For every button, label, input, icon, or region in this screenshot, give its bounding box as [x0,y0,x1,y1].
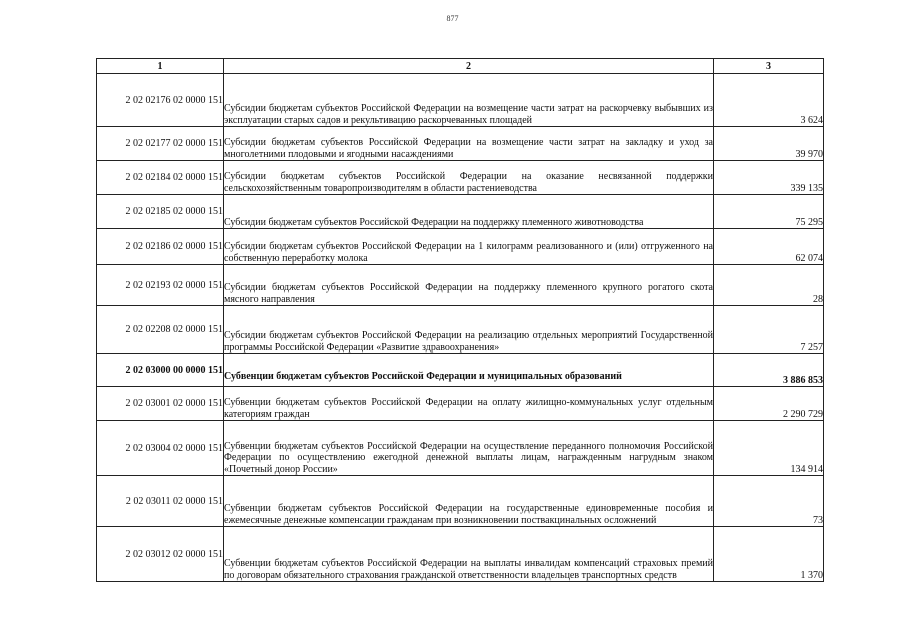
column-header-code: 1 [97,59,224,74]
row-amount: 3 624 [714,74,824,127]
column-header-amount: 3 [714,59,824,74]
table-row [97,306,824,354]
row-description: Субсидии бюджетам субъектов Российской Федерации на поддержку племенного крупного рогатого скота мясного направления [224,265,714,306]
row-amount: 28 [714,265,824,306]
table-row [97,161,824,195]
row-description: Субсидии бюджетам субъектов Российской Федерации на поддержку племенного животноводства [224,195,714,229]
table-row [97,421,824,476]
row-code: 2 02 03001 02 0000 151 [97,387,224,421]
row-description: Субсидии бюджетам субъектов Российской Федерации на возмещение части затрат на раскорчевку выбывших из эксплуатации старых садов и рекультивацию раскорчеванных площадей [224,74,714,127]
row-code: 2 02 02185 02 0000 151 [97,195,224,229]
row-code: 2 02 03000 00 0000 151 [97,354,224,387]
table-row-total [97,354,824,387]
row-amount: 1 370 [714,527,824,582]
row-description: Субсидии бюджетам субъектов Российской Федерации на возмещение части затрат на закладку и уход за многолетними плодовыми и ягодными насаждениями [224,127,714,161]
row-description: Субсидии бюджетам субъектов Российской Федерации на оказание несвязанной поддержки сельскохозяйственным товаропроизводителям в области растениеводства [224,161,714,195]
table-row [97,527,824,582]
row-code: 2 02 02186 02 0000 151 [97,229,224,265]
column-header-description: 2 [224,59,714,74]
row-code: 2 02 02193 02 0000 151 [97,265,224,306]
row-amount: 2 290 729 [714,387,824,421]
row-amount: 39 970 [714,127,824,161]
row-code: 2 02 02184 02 0000 151 [97,161,224,195]
row-description: Субвенции бюджетам субъектов Российской Федерации на осуществление переданного полномочия Российской Федерации по осуществлению ежегодной денежной выплаты лицам, награжденным нагрудным знаком «Почетный донор России» [224,421,714,476]
row-code: 2 02 02176 02 0000 151 [97,74,224,127]
row-amount: 62 074 [714,229,824,265]
row-code: 2 02 03004 02 0000 151 [97,421,224,476]
table-row [97,229,824,265]
row-description: Субвенции бюджетам субъектов Российской Федерации на выплаты инвалидам компенсаций страховых премий по договорам обязательного страхования гражданской ответственности владельцев транспортных средств [224,527,714,582]
row-amount: 3 886 853 [714,354,824,387]
row-amount: 134 914 [714,421,824,476]
row-code: 2 02 03011 02 0000 151 [97,476,224,527]
page-number: 877 [446,14,459,23]
table-header-row [97,59,824,74]
row-amount: 7 257 [714,306,824,354]
row-description: Субсидии бюджетам субъектов Российской Федерации на реализацию отдельных мероприятий Государственной программы Российской Федерации «Развитие здравоохранения» [224,306,714,354]
row-amount: 73 [714,476,824,527]
row-amount: 339 135 [714,161,824,195]
row-code: 2 02 03012 02 0000 151 [97,527,224,582]
row-code: 2 02 02177 02 0000 151 [97,127,224,161]
row-description: Субвенции бюджетам субъектов Российской Федерации и муниципальных образований [224,354,714,387]
row-description: Субвенции бюджетам субъектов Российской Федерации на оплату жилищно-коммунальных услуг отдельным категориям граждан [224,387,714,421]
table-row [97,195,824,229]
row-amount: 75 295 [714,195,824,229]
table-row [97,387,824,421]
table-row [97,74,824,127]
row-code: 2 02 02208 02 0000 151 [97,306,224,354]
row-description: Субсидии бюджетам субъектов Российской Федерации на 1 килограмм реализованного и (или) отгруженного на собственную переработку молока [224,229,714,265]
table-row [97,265,824,306]
row-description: Субвенции бюджетам субъектов Российской Федерации на государственные единовременные пособия и ежемесячные денежные компенсации гражданам при возникновении поствакцинальных осложнений [224,476,714,527]
table-row [97,476,824,527]
budget-table [96,58,824,582]
table-row [97,127,824,161]
